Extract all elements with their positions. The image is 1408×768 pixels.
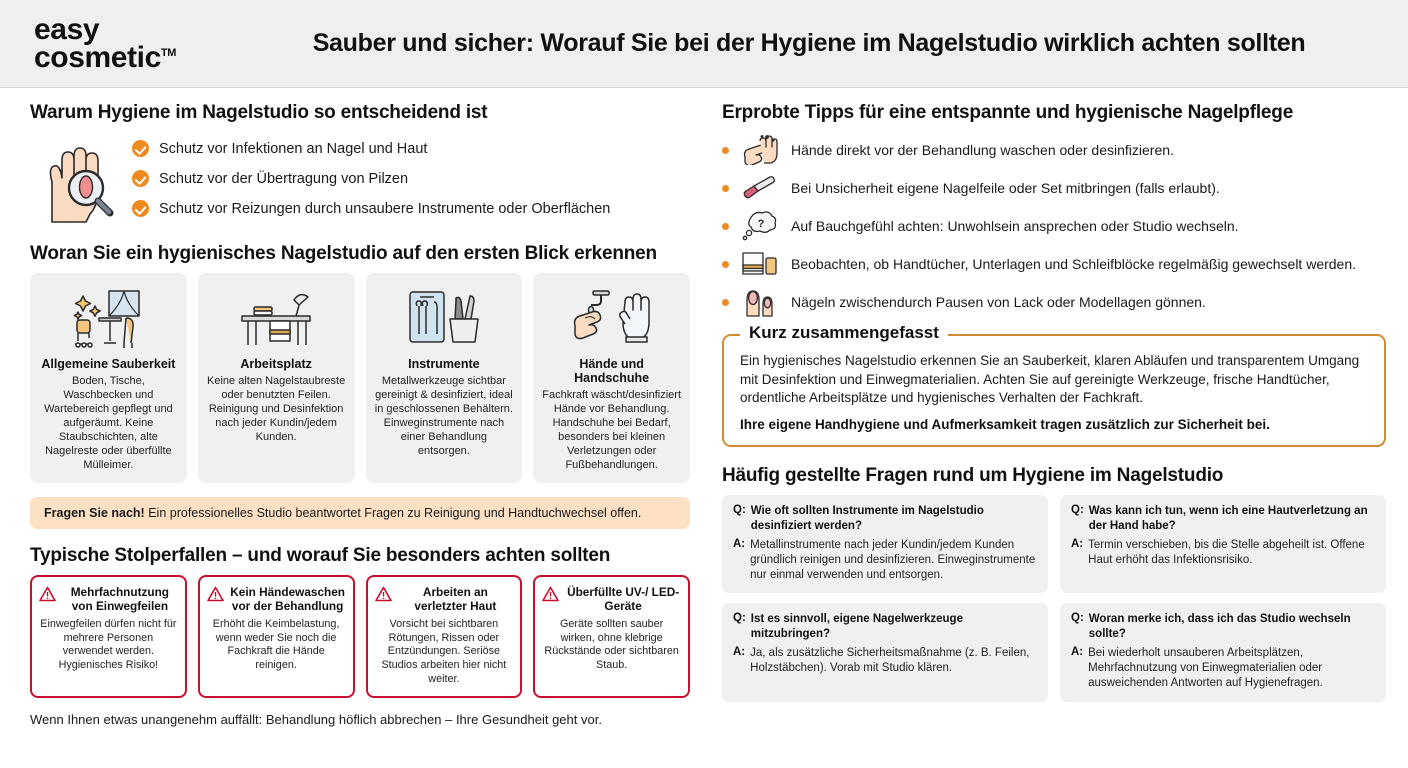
- trademark-symbol: TM: [160, 46, 176, 59]
- question-label: Q:: [1071, 503, 1084, 516]
- card-allgemeine-sauberkeit: [30, 273, 187, 483]
- why-hygiene-list: [132, 134, 690, 217]
- why-hygiene-heading: Warum Hygiene im Nagelstudio so entscheidend ist: [30, 102, 488, 123]
- bullet-dot-icon: [722, 223, 729, 230]
- nail-file-icon: [738, 172, 782, 204]
- card-instrumente: [366, 273, 523, 483]
- workdesk-icon: [236, 283, 316, 355]
- warning-card-verletzte-haut: [366, 575, 523, 698]
- tip-label: Auf Bauchgefühl achten: Unwohlsein ansprechen oder Studio wechseln.: [791, 218, 1239, 234]
- warning-description: Erhöht die Keimbelastung, wenn weder Sie noch die Fachkraft die Hände reinigen.: [212, 618, 340, 672]
- warning-description: Einwegfeilen dürfen nicht für mehrere Personen verwendet werden. Hygienisches Risiko!: [40, 618, 177, 672]
- faq-answer: Metallinstrumente nach jeder Kundin/jedem Kunden gründlich reinigen und desinfizieren. Einweginstrumente nur einmal verwenden und entsorgen.: [750, 538, 1036, 582]
- faq-answer: Ja, als zusätzliche Sicherheitsmaßnahme (z. B. Feilen, Holzstäbchen). Vorab mit Studio klären.: [750, 647, 1030, 675]
- warning-card-haendewaschen: [198, 575, 355, 698]
- warning-header: [375, 585, 514, 614]
- warning-header: [39, 585, 178, 614]
- bullet-dot-icon: [722, 185, 729, 192]
- answer-label: A:: [733, 537, 746, 550]
- logo-line-2-text: cosmetic: [34, 40, 161, 74]
- list-item: [722, 172, 1386, 204]
- tips-list: [722, 134, 1386, 318]
- why-item-label: Schutz vor Infektionen an Nagel und Haut: [159, 140, 428, 157]
- faq-item: [1060, 603, 1386, 701]
- card-description: Metallwerkzeuge sichtbar gereinigt & desinfiziert, ideal in geschlossenen Behältern. Einweginstrumente nach einer Behandlung entsorgen.: [374, 375, 513, 458]
- pitfall-cards: [30, 575, 690, 698]
- faq-item: [1060, 495, 1386, 593]
- warning-title: Kein Händewaschen vor der Behandlung: [230, 584, 345, 614]
- list-item: [722, 286, 1386, 318]
- warning-title: Überfüllte UV-/ LED-Geräte: [567, 584, 680, 614]
- ask-questions-text: Ein professionelles Studio beantwortet Fragen zu Reinigung und Handtuchwechsel offen.: [144, 505, 642, 520]
- page-header: [0, 0, 1408, 88]
- card-description: Fachkraft wäscht/desinfiziert Hände vor Behandlung. Handschuhe bei Bedarf, besonders bei kleinen Verletzungen oder Fußbehandlungen.: [542, 389, 682, 472]
- tip-label: Beobachten, ob Handtücher, Unterlagen und Schleifblöcke regelmäßig gewechselt werden.: [791, 256, 1357, 272]
- warning-triangle-icon: [542, 586, 559, 607]
- hand-magnifier-icon: [30, 134, 122, 229]
- card-haende-handschuhe: [533, 273, 690, 483]
- warning-title: Arbeiten an verletzter Haut: [414, 584, 497, 614]
- thought-bubble-question-icon: [738, 210, 782, 242]
- warning-header: [207, 585, 346, 614]
- faq-question: Wie oft sollten Instrumente im Nagelstudio desinfiziert werden?: [750, 504, 984, 532]
- card-title: Arbeitsplatz: [240, 357, 312, 371]
- warning-header: [542, 585, 681, 614]
- answer-label: A:: [1071, 537, 1084, 550]
- hands-gloves-icon: [569, 283, 655, 355]
- question-label: Q:: [1071, 612, 1084, 625]
- faq-question: Woran merke ich, dass ich das Studio wechseln sollte?: [1088, 613, 1351, 641]
- faq-question-row: [733, 504, 1037, 534]
- why-item-label: Schutz vor der Übertragung von Pilzen: [159, 170, 409, 187]
- right-column: [712, 88, 1408, 768]
- warning-card-uv-geraete: [533, 575, 690, 698]
- warning-description: Geräte sollten sauber wirken, ohne klebrige Rückstände oder sichtbaren Staub.: [544, 618, 679, 672]
- list-item: [722, 210, 1386, 242]
- faq-answer-row: [733, 646, 1037, 676]
- faq-item: [722, 603, 1048, 701]
- faq-grid: [722, 495, 1386, 702]
- faq-question-row: [733, 612, 1037, 642]
- ask-questions-bold: Fragen Sie nach!: [44, 505, 145, 520]
- why-item-label: Schutz vor Reizungen durch unsaubere Instrumente oder Oberflächen: [159, 200, 611, 217]
- recognize-studio-heading: Woran Sie ein hygienisches Nagelstudio auf den ersten Blick erkennen: [30, 243, 657, 264]
- left-column: [0, 88, 712, 768]
- card-title: Allgemeine Sauberkeit: [41, 357, 176, 371]
- check-circle-icon: [132, 200, 149, 217]
- why-hygiene-section: [30, 134, 690, 229]
- page-title: Sauber und sicher: Worauf Sie bei der Hygiene im Nagelstudio wirklich achten sollten: [312, 29, 1306, 57]
- check-circle-icon: [132, 140, 149, 157]
- card-title: Instrumente: [408, 357, 480, 371]
- card-arbeitsplatz: [198, 273, 355, 483]
- faq-question-row: [1071, 504, 1375, 534]
- tip-label: Nägeln zwischendurch Pausen von Lack oder Modellagen gönnen.: [791, 294, 1206, 310]
- faq-heading: Häufig gestellte Fragen rund um Hygiene im Nagelstudio: [722, 464, 1224, 486]
- summary-box: [722, 323, 1386, 447]
- check-circle-icon: [132, 170, 149, 187]
- warning-triangle-icon: [39, 586, 56, 607]
- bullet-dot-icon: [722, 147, 729, 154]
- list-item: [132, 200, 690, 217]
- bullet-dot-icon: [722, 261, 729, 268]
- faq-answer-row: [1071, 646, 1375, 692]
- faq-question: Ist es sinnvoll, eigene Nagelwerkzeuge mitzubringen?: [750, 613, 963, 641]
- fingernails-icon: [738, 286, 782, 318]
- washing-hands-icon: [738, 134, 782, 166]
- ask-questions-banner: [30, 497, 690, 529]
- pitfalls-heading: Typische Stolperfallen – und worauf Sie besonders achten sollten: [30, 544, 611, 566]
- bullet-dot-icon: [722, 299, 729, 306]
- tip-label: Bei Unsicherheit eigene Nagelfeile oder Set mitbringen (falls erlaubt).: [791, 180, 1220, 196]
- question-label: Q:: [733, 503, 746, 516]
- warning-triangle-icon: [375, 586, 392, 607]
- summary-legend: Kurz zusammengefasst: [740, 323, 948, 343]
- content-body: [0, 88, 1408, 768]
- answer-label: A:: [1071, 646, 1084, 659]
- warning-title: Mehrfachnutzung von Einwegfeilen: [70, 584, 170, 614]
- list-item: [722, 134, 1386, 166]
- list-item: [132, 170, 690, 187]
- faq-answer: Termin verschieben, bis die Stelle abgeheilt ist. Offene Haut erhöht das Infektionsrisiko.: [1088, 538, 1365, 566]
- brand-logo: [0, 12, 230, 74]
- list-item: [132, 140, 690, 157]
- recognition-cards: [30, 273, 690, 483]
- card-title: Hände und Handschuhe: [574, 357, 650, 385]
- faq-answer-row: [733, 538, 1037, 584]
- warning-triangle-icon: [207, 586, 224, 607]
- warning-card-einwegfeilen: [30, 575, 187, 698]
- logo-line-1: easy: [34, 12, 100, 46]
- tip-label: Hände direkt vor der Behandlung waschen oder desinfizieren.: [791, 142, 1174, 158]
- instruments-icon: [406, 283, 482, 355]
- answer-label: A:: [733, 646, 746, 659]
- faq-item: [722, 495, 1048, 593]
- faq-answer: Bei wiederholt unsauberen Arbeitsplätzen, Mehrfachnutzung von Einwegmaterialien oder ausweichenden Antworten auf Hygienefragen.: [1088, 647, 1323, 690]
- faq-answer-row: [1071, 538, 1375, 568]
- tips-heading: Erprobte Tipps für eine entspannte und hygienische Nagelpflege: [722, 102, 1294, 123]
- summary-paragraph: Ein hygienisches Nagelstudio erkennen Sie an Sauberkeit, klaren Abläufen und transparentem Umgang mit Desinfektion und Einwegmaterialien. Achten Sie auf gereinigte Werkzeuge, frische Handtücher, ordentliche Arbeitsplätze und hygienisches Verhalten der Fachkraft.: [740, 353, 1360, 406]
- faq-question: Was kann ich tun, wenn ich eine Hautverletzung an der Hand habe?: [1088, 504, 1368, 532]
- logo-line-2: [34, 40, 176, 74]
- svg-text:?: ?: [757, 218, 765, 230]
- towel-block-icon: [738, 248, 782, 280]
- card-description: Keine alten Nagelstaubreste oder benutzten Feilen. Reinigung und Desinfektion nach jeder Kundin/jedem Kunden.: [207, 375, 346, 444]
- faq-question-row: [1071, 612, 1375, 642]
- question-label: Q:: [733, 612, 746, 625]
- warning-description: Vorsicht bei sichtbaren Rötungen, Rissen oder Entzündungen. Seriöse Studios arbeiten hier nicht weiter.: [381, 618, 507, 685]
- summary-bold-note: Ihre eigene Handhygiene und Aufmerksamkeit tragen zusätzlich zur Sicherheit bei.: [740, 416, 1270, 432]
- card-description: Boden, Tische, Waschbecken und Wartebereich gepflegt und aufgeräumt. Keine Staubschichten, alte Nagelreste oder überfüllte Mülleimer.: [44, 375, 173, 472]
- clean-room-icon: [69, 283, 147, 355]
- list-item: [722, 248, 1386, 280]
- left-footnote: Wenn Ihnen etwas unangenehm auffällt: Behandlung höflich abbrechen – Ihre Gesundheit geht vor.: [30, 711, 602, 727]
